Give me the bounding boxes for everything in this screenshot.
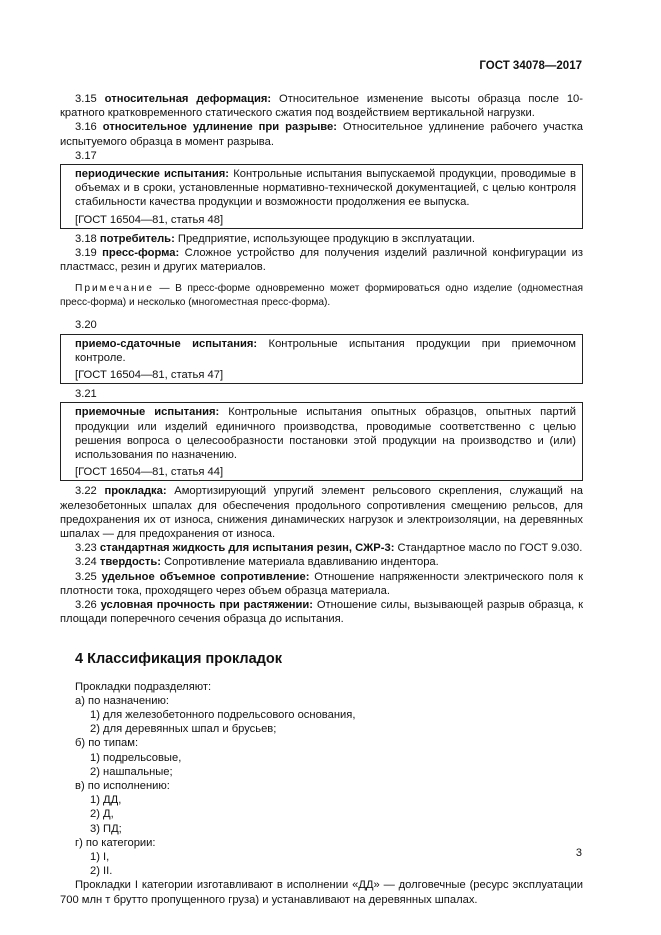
term: пресс-форма: — [102, 247, 180, 260]
list-subitem: 2) нашпальные; — [90, 765, 173, 778]
list-subitem: 1) I, — [90, 850, 110, 863]
definition-3-25: 3.25 удельное объемное сопротивление: Отношение напряженности электрического поля к плотности тока, проходящего через объем образца материала. — [60, 570, 584, 597]
definition-box-3-17: периодические испытания: Контрольные испытания выпускаемой продукции, проводимые в объемах и в сроки, установленные нормативно-технической документацией, с целью контроля стабильности качества продукции и возможности продолжения ее выпуска. [ГОСТ 16504—81, статья 48] — [60, 164, 583, 229]
definition-3-15: 3.15 относительная деформация: Относительное изменение высоты образца после 10-кратного кратковременного статического сжатия под воздействием вертикальной нагрузки. — [60, 93, 584, 120]
term: стандартная жидкость для испытания резин, СЖР-3: — [99, 542, 395, 555]
list-subitem: 2) для деревянных шпал и брусьев; — [90, 723, 277, 736]
list-item: а) по назначению: — [75, 694, 169, 707]
definition-3-24: 3.24 твердость: Сопротивление материала вдавливанию индентора. — [75, 556, 439, 569]
page-number: 3 — [575, 847, 582, 859]
category-paragraph: Прокладки I категории изготавливают в исполнении «ДД» — долговечные (ресурс эксплуатации 700 млн т брутто пропущенного груза) и устанавливают на деревянных шпалах. — [60, 879, 583, 906]
definition-3-23: 3.23 стандартная жидкость для испытания резин, СЖР-3: Стандартное масло по ГОСТ 9.030. — [75, 542, 583, 555]
term: прокладка: — [104, 485, 167, 498]
list-item: в) по исполнению: — [75, 779, 170, 792]
definition-3-16: 3.16 относительное удлинение при разрыве: Относительное удлинение рабочего участка испытуемого образца в момент разрыва. — [60, 121, 583, 148]
section-4-heading: 4 Классификация прокладок — [75, 650, 283, 667]
source-reference: [ГОСТ 16504—81, статья 48] — [75, 213, 224, 226]
definition-3-19: 3.19 пресс-форма: Сложное устройство для получения изделий различной конфигурации из пластмасс, резин и других материалов. — [60, 247, 583, 274]
definition-3-22: 3.22 прокладка: Амортизирующий упругий элемент рельсового скрепления, служащий на железобетонных шпалах для обеспечения продольного сопротивления смещению рельсов, для предохранения их от износа, снижения динамических нагрузок и электроизоляции, на деревянных шпалах — для предохранения от износа. — [60, 485, 584, 541]
list-intro: Прокладки подразделяют: — [75, 680, 212, 693]
definition-box-3-21: приемочные испытания: Контрольные испытания опытных образцов, опытных партий продукции или изделий единичного производства, проводимые соответственно с целью решения вопроса о целесообразности постановки этой продукции на производство и (или) использования по назначению. [ГОСТ 16504—81, статья 44] — [60, 402, 583, 481]
note-label: Примечание — [75, 283, 154, 295]
list-subitem: 1) подрельсовые, — [90, 751, 182, 764]
term: приемо-сдаточные испытания: — [75, 337, 258, 350]
definition-number-3-20: 3.20 — [75, 319, 97, 332]
definition-number-3-17: 3.17 — [75, 149, 97, 162]
list-subitem: 1) для железобетонного подрельсового основания, — [90, 708, 356, 721]
term: относительная деформация: — [104, 93, 272, 105]
definition-3-18: 3.18 потребитель: Предприятие, использующее продукцию в эксплуатации. — [75, 232, 475, 245]
term: приемочные испытания: — [75, 406, 220, 419]
source-reference: [ГОСТ 16504—81, статья 47] — [75, 369, 224, 382]
source-reference: [ГОСТ 16504—81, статья 44] — [75, 466, 224, 479]
definition-3-26: 3.26 условная прочность при растяжении: Отношение силы, вызывающей разрыв образца, к площади поперечного сечения образца до испытания. — [60, 599, 583, 626]
document-code: ГОСТ 34078—2017 — [479, 60, 582, 72]
term: периодические испытания: — [75, 168, 230, 181]
list-subitem: 2) Д, — [90, 808, 114, 821]
term: потребитель: — [99, 232, 175, 245]
list-item: б) по типам: — [75, 737, 139, 750]
note-3-19: Примечание — В пресс-форме одновременно может формироваться одно изделие (одноместная пресс-форма) и несколько (многоместная пресс-форма). — [60, 283, 583, 309]
definition-number-3-21: 3.21 — [75, 388, 97, 401]
term: условная прочность при растяжении: — [100, 599, 314, 612]
term: относительное удлинение при разрыве: — [102, 121, 337, 134]
definition-box-3-20: приемо-сдаточные испытания: Контрольные испытания продукции при приемочном контроле. [ГОСТ 16504—81, статья 47] — [60, 334, 583, 385]
list-item: г) по категории: — [75, 836, 156, 849]
term: удельное объемное сопротивление: — [101, 570, 310, 583]
term: твердость: — [99, 556, 161, 569]
list-subitem: 3) ПД; — [90, 822, 122, 835]
list-subitem: 1) ДД, — [90, 794, 122, 807]
list-subitem: 2) II. — [90, 865, 113, 878]
page-content — [60, 92, 583, 907]
